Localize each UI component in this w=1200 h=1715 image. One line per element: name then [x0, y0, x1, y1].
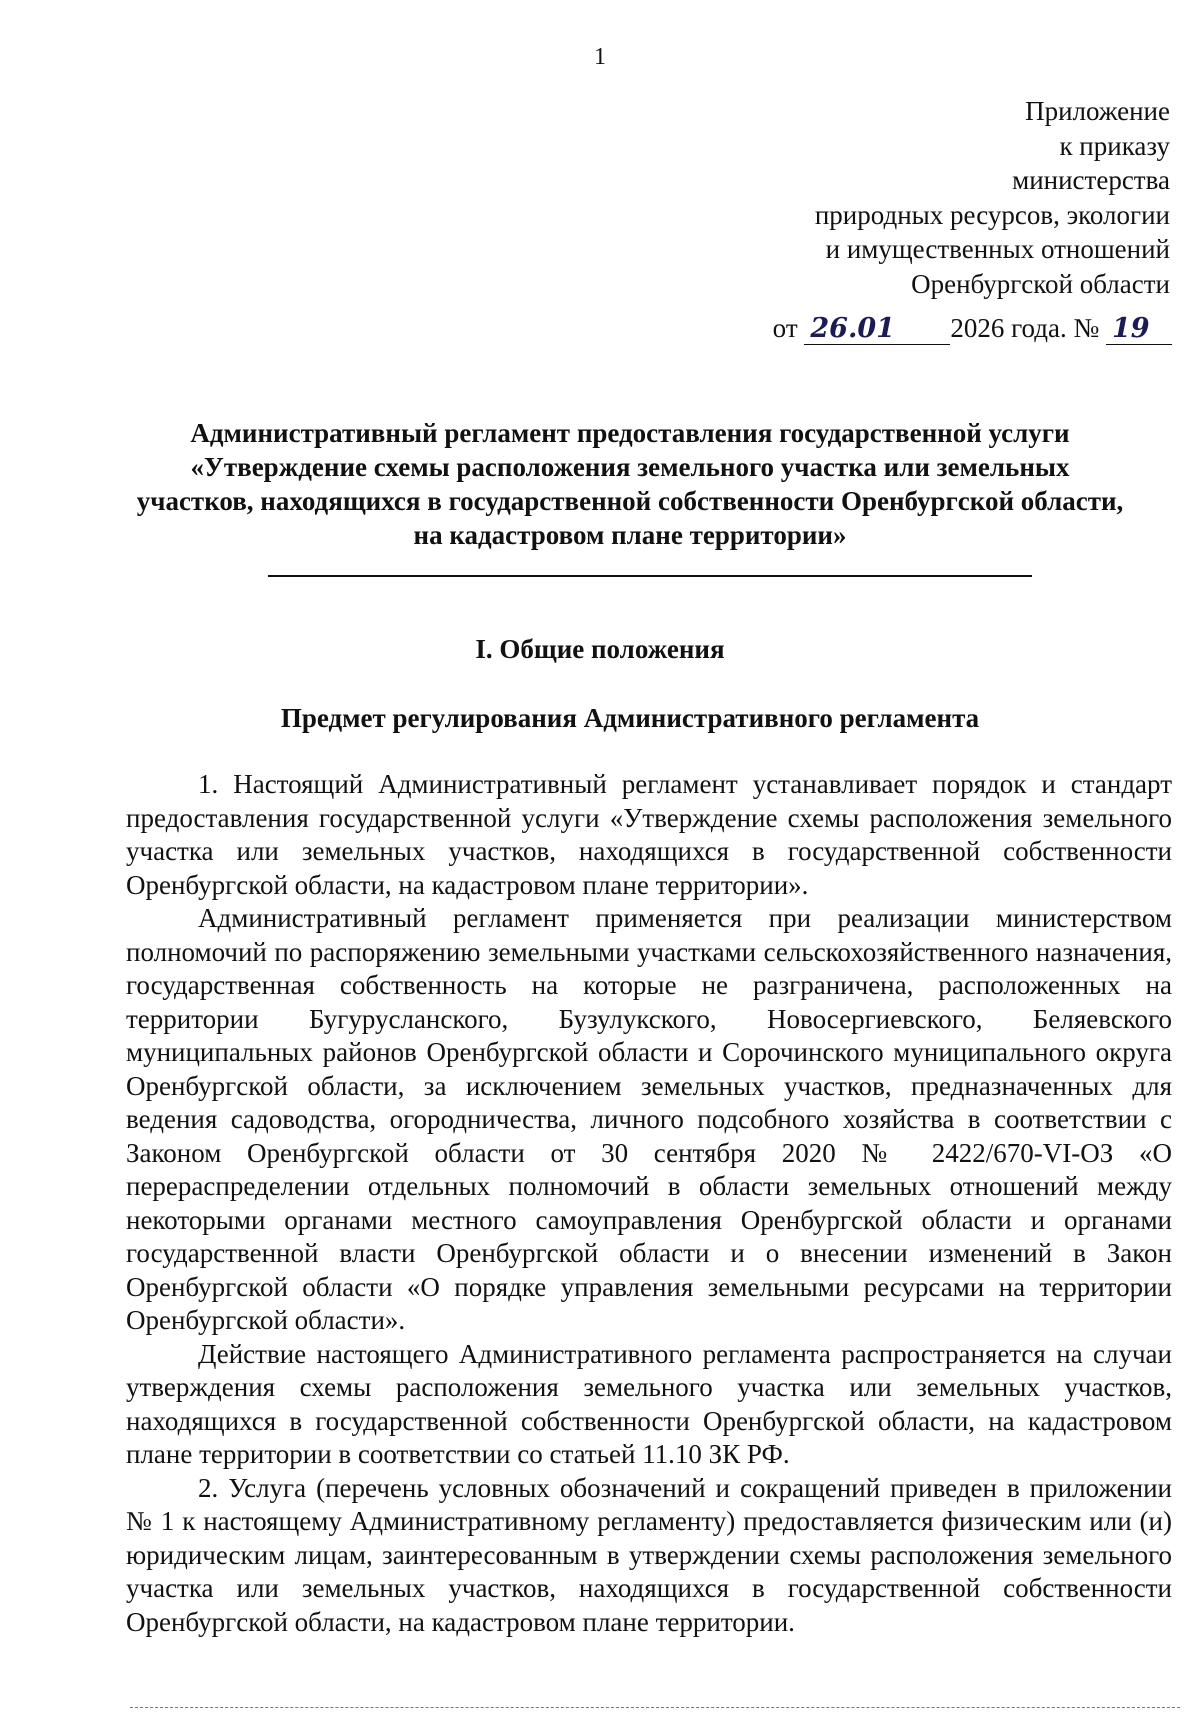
- approval-line: Оренбургской области: [911, 268, 1170, 299]
- page-number: 1: [594, 44, 606, 70]
- approval-line: министерства: [1012, 165, 1170, 195]
- subsection-heading: Предмет регулирования Административного регламента: [280, 703, 980, 733]
- handwritten-date: 26.01: [804, 314, 950, 345]
- paragraph: Административный регламент применяется при реализации министерством полномочий по распоряжению земельными участками сельскохозяйственного назначения, государственная собственность на которые не разграничена, расположенных на территории Бугурусланского, Бузулукского, Новосергиевского, Беляевского муниципальных районов Оренбургской области и Сорочинского муниципального округа Оренбургской области, за исключением земельных участков, предназначенных для ведения садоводства, огородничества, личного подсобного хозяйства в соответствии с Законом Оренбургской области от 30 сентября 2020 № 2422/670-VI-ОЗ «О перераспределении отдельных полномочий в области земельных отношений между некоторыми органами местного самоуправления Оренбургской области и органами государственной власти Оренбургской области и о внесении изменений в Закон Оренбургской области «О порядке управления земельными ресурсами на территории Оренбургской области».: [126, 903, 1172, 1335]
- title-line: «Утверждение схемы расположения земельного участка или земельных: [190, 452, 1070, 482]
- approval-line: Приложение: [1025, 96, 1170, 126]
- body-text: [126, 768, 1172, 1639]
- approval-line: и имущественных отношений: [825, 234, 1170, 264]
- approval-line: к приказу: [1059, 130, 1170, 161]
- paragraph: 1. Настоящий Административный регламент устанавливает порядок и стандарт предоставления государственной услуги «Утверждение схемы расположения земельного участка или земельных участков, находящихся в государственной собственности Оренбургской области, на кадастровом плане территории».: [126, 769, 1172, 900]
- date-year: 2026 года.: [950, 313, 1067, 343]
- title-line: на кадастровом плане территории»: [413, 520, 847, 550]
- paragraph: 2. Услуга (перечень условных обозначений и сокращений приведен в приложении № 1 к настоящему Административному регламенту) предоставляется физическим или (и) юридическим лицам, заинтересованным в утверждении схемы расположения земельного участка или земельных участков, находящихся в государственной собственности Оренбургской области, на кадастровом плане территории.: [126, 1472, 1172, 1637]
- handwritten-number: 19: [1106, 314, 1172, 345]
- date-prefix: от: [772, 313, 798, 343]
- title-line: Административный регламент предоставления государственной услуги: [190, 418, 1070, 448]
- section-heading: I. Общие положения: [475, 634, 725, 664]
- paragraph: Действие настоящего Административного регламента распространяется на случаи утверждения схемы расположения земельного участка или земельных участков, находящихся в государственной собственности Оренбургской области, на кадастровом плане территории в соответствии со статьей 11.10 ЗК РФ.: [126, 1338, 1172, 1469]
- approval-line: природных ресурсов, экологии: [814, 199, 1170, 230]
- title-line: участков, находящихся в государственной собственности Оренбургской области,: [136, 486, 1124, 516]
- document-title: [110, 416, 1150, 552]
- number-prefix: №: [1073, 313, 1100, 343]
- scan-edge-line: [130, 1707, 1180, 1708]
- approval-date-line: [773, 311, 1172, 345]
- approval-block: [550, 94, 1170, 301]
- title-divider: [268, 575, 1032, 577]
